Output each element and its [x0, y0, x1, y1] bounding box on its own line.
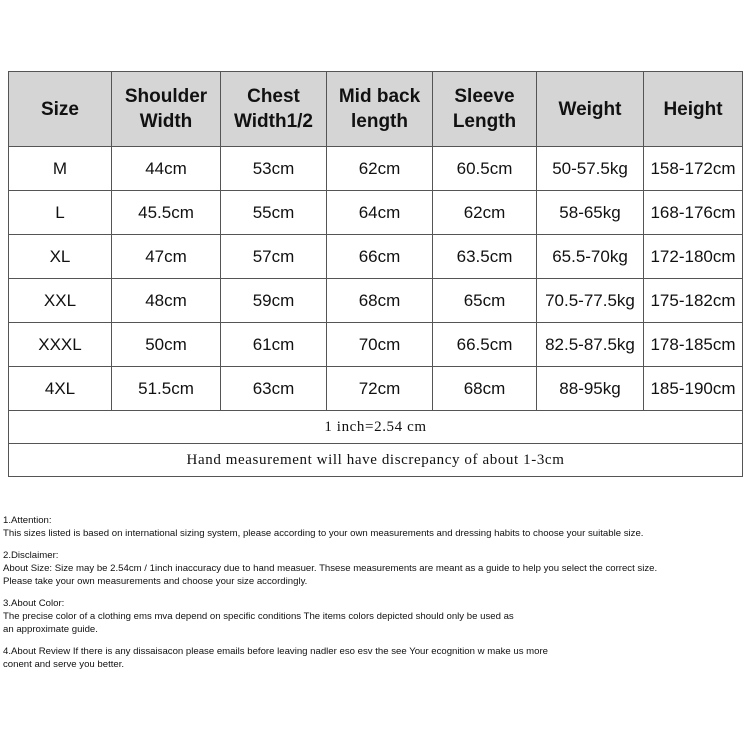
table-cell-chest-width: 59cm — [221, 279, 327, 323]
header-label: Width — [139, 111, 193, 132]
table-cell-mid-back-length: 72cm — [327, 367, 433, 411]
header-label: Width1/2 — [234, 111, 313, 132]
header-label: Height — [663, 98, 723, 120]
table-cell-height: 175-182cm — [644, 279, 743, 323]
table-cell-size: XL — [9, 235, 112, 279]
header-mid-back-length — [327, 72, 433, 147]
table-cell-sleeve-length: 62cm — [433, 191, 537, 235]
table-row — [9, 147, 743, 191]
table-row — [9, 235, 743, 279]
table-cell-sleeve-length: 65cm — [433, 279, 537, 323]
table-cell-chest-width: 61cm — [221, 323, 327, 367]
header-label: Sleeve — [454, 86, 515, 107]
color-note — [3, 597, 748, 636]
note-line: 2.Disclaimer: — [3, 550, 59, 561]
header-label: Size — [40, 98, 80, 120]
table-row — [9, 279, 743, 323]
header-weight — [537, 72, 644, 147]
table-cell-shoulder-width: 50cm — [112, 323, 221, 367]
note-line: 4.About Review If there is any dissaisacon please emails before leaving nadler eso esv the see Your ecognition w make us more — [3, 646, 549, 657]
note-line: 1.Attention: — [3, 515, 52, 526]
table-cell-sleeve-length: 60.5cm — [433, 147, 537, 191]
table-cell-shoulder-width: 47cm — [112, 235, 221, 279]
note-line: 3.About Color: — [3, 598, 65, 609]
notes-section — [3, 514, 748, 680]
table-cell-sleeve-length: 63.5cm — [433, 235, 537, 279]
table-cell-size: XXL — [9, 279, 112, 323]
note-line: The precise color of a clothing ems mva depend on specific conditions The items colors depicted should only be used as — [3, 611, 514, 622]
header-sleeve-length — [433, 72, 537, 147]
header-height — [644, 72, 743, 147]
table-cell-weight: 50-57.5kg — [537, 147, 644, 191]
table-cell-chest-width: 53cm — [221, 147, 327, 191]
table-note-row — [9, 411, 743, 444]
table-cell-chest-width: 63cm — [221, 367, 327, 411]
note-line: conent and serve you better. — [3, 659, 125, 670]
table-cell-mid-back-length: 62cm — [327, 147, 433, 191]
table-cell-size: L — [9, 191, 112, 235]
inch-conversion-note: 1 inch=2.54 cm — [9, 411, 743, 444]
table-cell-sleeve-length: 68cm — [433, 367, 537, 411]
table-cell-height: 172-180cm — [644, 235, 743, 279]
table-cell-shoulder-width: 48cm — [112, 279, 221, 323]
header-chest-width — [221, 72, 327, 147]
note-line: an approximate guide. — [3, 624, 98, 635]
header-label: length — [351, 111, 408, 132]
table-cell-size: 4XL — [9, 367, 112, 411]
table-cell-mid-back-length: 68cm — [327, 279, 433, 323]
table-cell-chest-width: 55cm — [221, 191, 327, 235]
table-cell-weight: 82.5-87.5kg — [537, 323, 644, 367]
note-line: This sizes listed is based on international sizing system, please according to your own measurements and dressing habits to choose your suitable size. — [3, 528, 644, 539]
header-shoulder-width — [112, 72, 221, 147]
table-cell-shoulder-width: 44cm — [112, 147, 221, 191]
table-cell-weight: 70.5-77.5kg — [537, 279, 644, 323]
table-cell-shoulder-width: 51.5cm — [112, 367, 221, 411]
table-cell-height: 158-172cm — [644, 147, 743, 191]
table-cell-mid-back-length: 64cm — [327, 191, 433, 235]
table-cell-chest-width: 57cm — [221, 235, 327, 279]
table-note-row — [9, 444, 743, 477]
table-cell-height: 168-176cm — [644, 191, 743, 235]
header-label: Shoulder — [124, 86, 208, 107]
header-label: Weight — [558, 98, 622, 120]
table-cell-size: M — [9, 147, 112, 191]
header-label: Chest — [247, 86, 300, 107]
header-label: Length — [452, 111, 517, 132]
size-chart-table — [8, 71, 743, 477]
note-line: Please take your own measurements and choose your size accordingly. — [3, 576, 308, 587]
table-cell-size: XXXL — [9, 323, 112, 367]
table-cell-weight: 88-95kg — [537, 367, 644, 411]
table-cell-mid-back-length: 66cm — [327, 235, 433, 279]
table-cell-height: 178-185cm — [644, 323, 743, 367]
measurement-discrepancy-note: Hand measurement will have discrepancy of about 1-3cm — [9, 444, 743, 477]
review-note — [3, 645, 748, 671]
table-row — [9, 367, 743, 411]
table-cell-weight: 58-65kg — [537, 191, 644, 235]
table-cell-height: 185-190cm — [644, 367, 743, 411]
header-label: Mid back — [338, 86, 421, 107]
table-row — [9, 323, 743, 367]
note-line: About Size: Size may be 2.54cm / 1inch inaccuracy due to hand measuer. Thsese measurements are meant as a guide to help you select the correct size. — [3, 563, 658, 574]
disclaimer-note — [3, 549, 748, 588]
attention-note — [3, 514, 748, 540]
table-cell-mid-back-length: 70cm — [327, 323, 433, 367]
table-cell-shoulder-width: 45.5cm — [112, 191, 221, 235]
table-cell-weight: 65.5-70kg — [537, 235, 644, 279]
table-row — [9, 191, 743, 235]
table-cell-sleeve-length: 66.5cm — [433, 323, 537, 367]
header-size — [9, 72, 112, 147]
header-row — [9, 72, 743, 147]
